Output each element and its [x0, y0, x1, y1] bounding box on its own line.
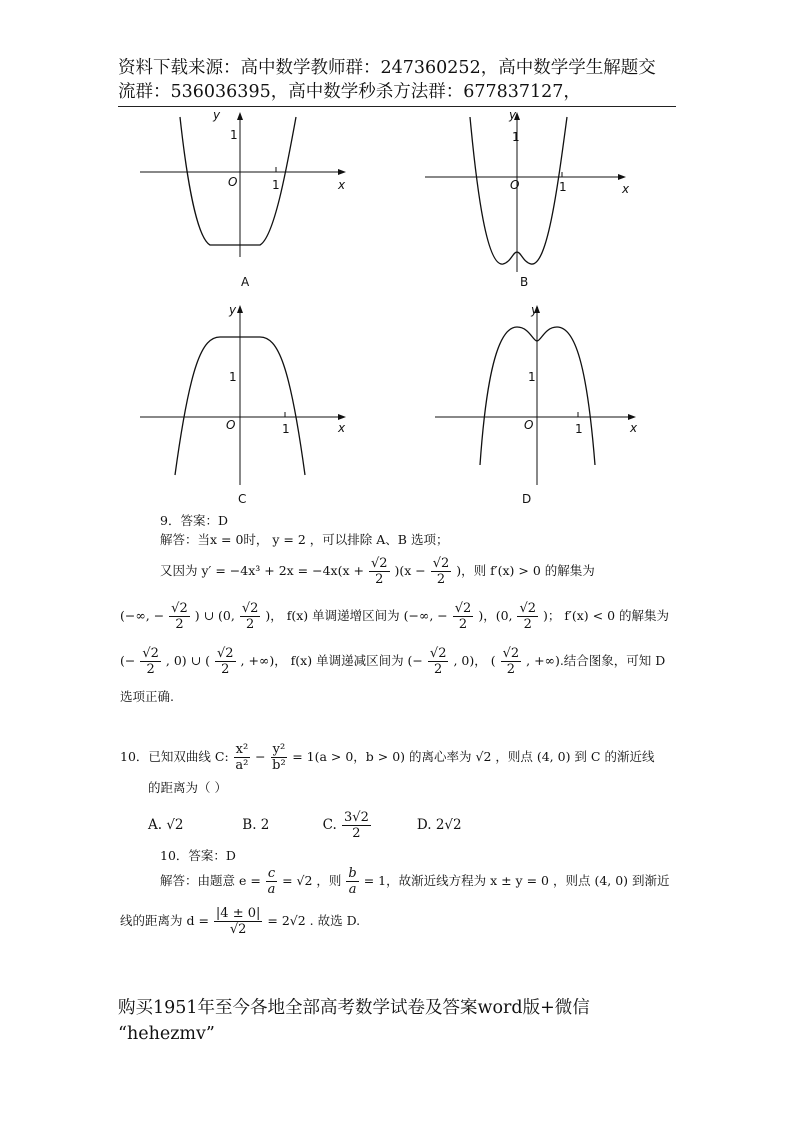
q9-frac: $\frac{√2}{2}$ — [432, 556, 450, 587]
q9-frac: $\frac{√2}{2}$ — [502, 646, 520, 677]
q9-line3-d: )，(0, — [478, 608, 513, 623]
q9-solution-line-3 — [120, 601, 669, 632]
q10-hyperbola-y-term: $\frac{\text{y²}}{\text{b²}}$ — [272, 742, 286, 773]
q10-option-c: C. $\frac{3√2}{2}$ — [322, 810, 369, 841]
q10-solution-line-2: 线的距离为 d = $\frac{|4 \pm 0|}{√2}$ = 2√2 . 故选 D. — [120, 906, 361, 937]
q9-line4-b: , 0) ∪ ( — [165, 653, 210, 668]
graph-d-y-label: y — [531, 303, 539, 317]
q10-stem-b: = 1(a > 0，b > 0) 的离心率为 √2 ，则点 (4, 0) 到 C 的渐近线 — [292, 749, 655, 764]
graph-b-caption: B — [520, 275, 529, 289]
q9-frac: $\frac{√2}{2}$ — [429, 646, 447, 677]
footer-line-2: “hehezmv” — [118, 1024, 215, 1044]
q10-option-d: D. 2√2 — [416, 817, 462, 833]
graph-b-origin: O — [510, 178, 520, 192]
graph-a-origin: O — [228, 175, 238, 189]
q10-option-b: B. 2 — [242, 817, 270, 833]
q9-solution-line-2 — [160, 556, 595, 587]
graph-c-y-label: y — [229, 303, 237, 317]
header-line-2: 流群：536036395，高中数学秒杀方法群：677837127， — [118, 82, 581, 102]
graph-a-one-x: 1 — [272, 178, 280, 192]
graph-a-x-label: x — [338, 178, 346, 192]
graph-a-caption: A — [241, 275, 250, 289]
q9-line3-e: )； f′(x) < 0 的解集为 — [543, 608, 669, 623]
q10-solution-line-1: 解答：由题意 e = $\frac{c}{a}$ = √2 ，则 $\frac{b}{a}$ = 1，故渐近线方程为 x ± y = 0 ，则点 (4, 0) 到渐近 — [160, 866, 670, 897]
footer-line-1: 购买1951年至今各地全部高考数学试卷及答案word版+微信 — [118, 998, 590, 1018]
q9-line2-b: )(x − — [394, 563, 426, 578]
q9-line4-e: , +∞).结合图象，可知 D — [526, 653, 666, 668]
graph-b-y-label: y — [509, 108, 517, 122]
footer-ad — [118, 995, 718, 1047]
q9-frac: $\frac{√2}{2}$ — [142, 646, 159, 677]
q9-frac: $\frac{√2}{2}$ — [454, 601, 472, 632]
q10-stem-a: 10．已知双曲线 C: — [120, 749, 229, 764]
q9-frac: $\frac{√2}{2}$ — [171, 601, 188, 632]
q9-line2-a: 又因为 y′ = −4x³ + 2x = −4x(x + — [160, 563, 364, 578]
q9-frac: $\frac{√2}{2}$ — [216, 646, 234, 677]
q10-option-a: A. √2 — [148, 817, 184, 833]
q10-stem-c: 的距离为（ ） — [148, 780, 227, 795]
q9-answer: 9．答案：D — [160, 513, 228, 528]
q10-hyperbola-x-term: $\frac{\text{x²}}{\text{a²}}$ — [235, 742, 249, 773]
graph-b-one-x: 1 — [559, 180, 567, 194]
graph-c-one-y: 1 — [229, 370, 237, 384]
q9-solution-line-5: 选项正确. — [120, 689, 174, 704]
header-source-text — [118, 56, 678, 104]
q9-line4-c: , +∞)， f(x) 单调递减区间为 (− — [240, 653, 423, 668]
graph-c-origin: O — [226, 418, 236, 432]
q10-options — [148, 810, 462, 841]
graph-b-one-y: 1 — [512, 130, 520, 144]
graph-b — [425, 112, 635, 272]
graph-c-x-label: x — [338, 421, 346, 435]
q9-line2-c: )，则 f′(x) > 0 的解集为 — [456, 563, 595, 578]
graph-c — [140, 305, 355, 485]
graph-d-one-y: 1 — [528, 370, 536, 384]
header-line-1: 资料下载来源：高中数学教师群：247360252，高中数学学生解题交 — [118, 58, 656, 78]
q9-line3-b: ) ∪ (0, — [194, 608, 235, 623]
graph-a — [140, 112, 360, 257]
q10-frac-c-over-a: $\frac{c}{a}$ — [267, 866, 276, 897]
q9-frac: $\frac{√2}{2}$ — [241, 601, 259, 632]
q10-frac-b-over-a: $\frac{b}{a}$ — [348, 866, 357, 897]
q10-stem: 10．已知双曲线 C: $\frac{\text{x²}}{\text{a²}}$ − $\frac{\text{y²}}{\text{b²}}$ = 1(a > 0，b > 0) 的离心率为 √2 ，则点 (4, 0) 到 C 的渐近线 — [120, 742, 655, 773]
graph-d-x-label: x — [630, 421, 638, 435]
graph-d-origin: O — [524, 418, 534, 432]
q9-line4-d: , 0)， ( — [453, 653, 496, 668]
q9-line4-a: (− — [120, 653, 136, 668]
graph-b-x-label: x — [622, 182, 630, 196]
q10-distance-frac: $\frac{|4 \pm 0|}{√2}$ — [215, 906, 261, 937]
graph-d-one-x: 1 — [575, 422, 583, 436]
q9-frac: $\frac{√2}{2}$ — [370, 556, 388, 587]
graph-a-y-label: y — [213, 108, 221, 122]
header-divider — [118, 106, 676, 107]
q9-solution-line-1: 解答：当x = 0时， y = 2 ，可以排除 A、B 选项； — [160, 532, 449, 547]
q9-frac: $\frac{√2}{2}$ — [519, 601, 537, 632]
q10-answer: 10．答案：D — [160, 848, 236, 863]
graph-c-one-x: 1 — [282, 422, 290, 436]
graph-d-caption: D — [522, 492, 532, 506]
graph-d — [435, 305, 645, 485]
graph-c-caption: C — [238, 492, 247, 506]
q9-solution-line-4 — [120, 646, 665, 677]
q9-line3-c: )， f(x) 单调递增区间为 (−∞, − — [265, 608, 448, 623]
q9-line3-a: (−∞, − — [120, 608, 165, 623]
graph-a-one-y: 1 — [230, 128, 238, 142]
